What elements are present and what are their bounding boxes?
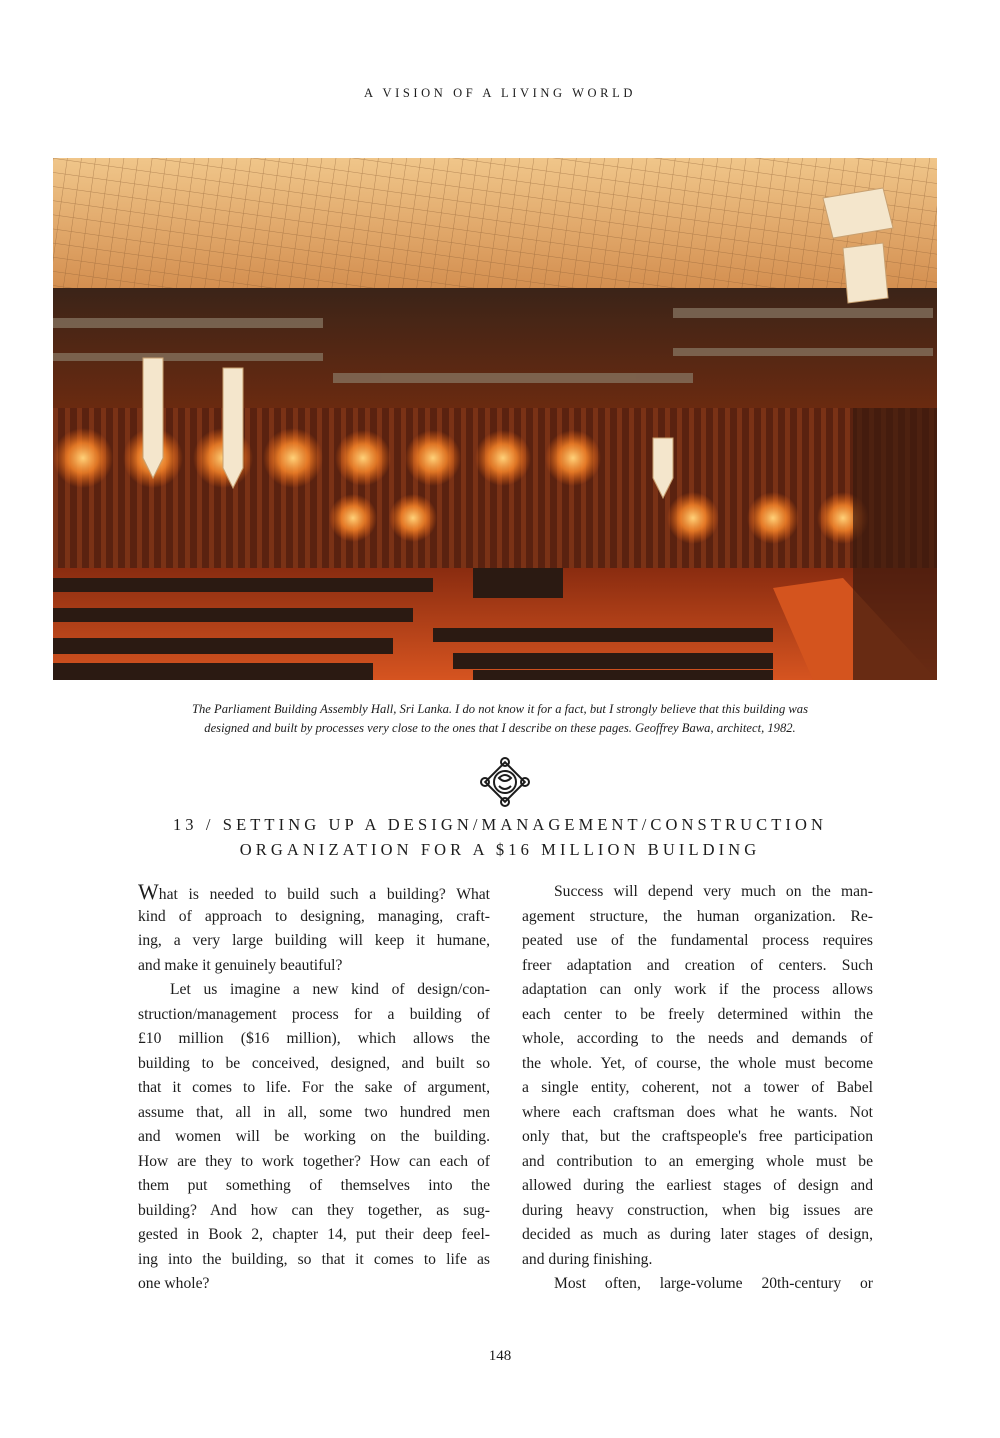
text-line: peated use of the fundamental process requires xyxy=(522,932,873,949)
text-line: building to be conceived, designed, and built so xyxy=(138,1054,490,1072)
text-line: agement structure, the human organization. Re- xyxy=(522,907,873,925)
text-line: building? And how can they together, as sug- xyxy=(138,1201,490,1219)
left-column xyxy=(138,880,490,1297)
page-number: 148 xyxy=(488,1348,512,1364)
text-line: ing into the building, so that it comes to life as xyxy=(138,1250,490,1268)
text-line: and during finishing. xyxy=(522,1250,653,1268)
text-line: decided as much as during later stages of design, xyxy=(522,1226,873,1243)
text-line: and make it genuinely beautiful? xyxy=(138,956,343,974)
text-line: that it comes to life. For the sake of argument, xyxy=(138,1079,490,1096)
text-line: Most often, large-volume 20th-century or xyxy=(554,1275,873,1292)
text-line: gested in Book 2, chapter 14, put their deep feel- xyxy=(138,1226,490,1243)
text-line: £10 million ($16 million), which allows the xyxy=(138,1030,490,1047)
text-line: the whole. Yet, of course, the whole must become xyxy=(522,1054,873,1072)
drop-cap: W xyxy=(138,879,159,904)
text-line: adaptation can only work if the process allows xyxy=(522,981,873,998)
text-line: kind of approach to designing, managing, craft- xyxy=(138,907,490,925)
assembly-hall-photo xyxy=(53,158,937,680)
text-line: What is needed to build such a building? What xyxy=(138,879,490,904)
photo-caption xyxy=(100,700,900,738)
text-line: a single entity, coherent, not a tower of Babel xyxy=(522,1079,873,1096)
chapter-title-line-1: 13 / SETTING UP A DESIGN/MANAGEMENT/CONSTRUCTION xyxy=(172,815,828,834)
text-line: ing, a very large building will keep it humane, xyxy=(138,932,490,949)
text-line: and contribution to an emerging whole must be xyxy=(522,1152,873,1170)
text-line: one whole? xyxy=(138,1275,210,1292)
caption-line-2: designed and built by processes very close to the ones that I describe on these pages. Geoffrey Bawa, architect, 1982. xyxy=(204,721,796,735)
text-line: Let us imagine a new kind of design/con- xyxy=(170,981,490,998)
running-head: A VISION OF A LIVING WORLD xyxy=(364,86,636,100)
text-line: How are they to work together? How can each of xyxy=(138,1152,490,1170)
knot-ornament-icon xyxy=(479,756,531,808)
text-line: allowed during the earliest stages of design and xyxy=(522,1177,873,1194)
text-line: each center to be freely determined within the xyxy=(522,1005,873,1023)
text-line: only that, but the craftspeople's free participation xyxy=(522,1128,873,1145)
chapter-title xyxy=(0,812,1000,862)
caption-line-1: The Parliament Building Assembly Hall, Sri Lanka. I do not know it for a fact, but I strongly believe that this building was xyxy=(191,702,808,716)
text-line: Success will depend very much on the man- xyxy=(554,883,873,900)
text-line: during heavy construction, when big issues are xyxy=(522,1201,873,1219)
text-line: freer adaptation and creation of centers. Such xyxy=(522,956,873,974)
text-line: assume that, all in all, some two hundred men xyxy=(138,1103,490,1121)
text-line: where each craftsman does what he wants. Not xyxy=(522,1103,873,1121)
right-column xyxy=(522,880,873,1297)
text-line: struction/management process for a building of xyxy=(138,1005,490,1023)
chapter-title-line-2: ORGANIZATION FOR A $16 MILLION BUILDING xyxy=(239,840,761,859)
assembly-hall-illustration xyxy=(53,158,937,680)
text-line: them put something of themselves into the xyxy=(138,1177,490,1194)
text-line: whole, according to the needs and demands of xyxy=(522,1030,873,1047)
text-line: and women will be working on the building. xyxy=(138,1128,490,1145)
